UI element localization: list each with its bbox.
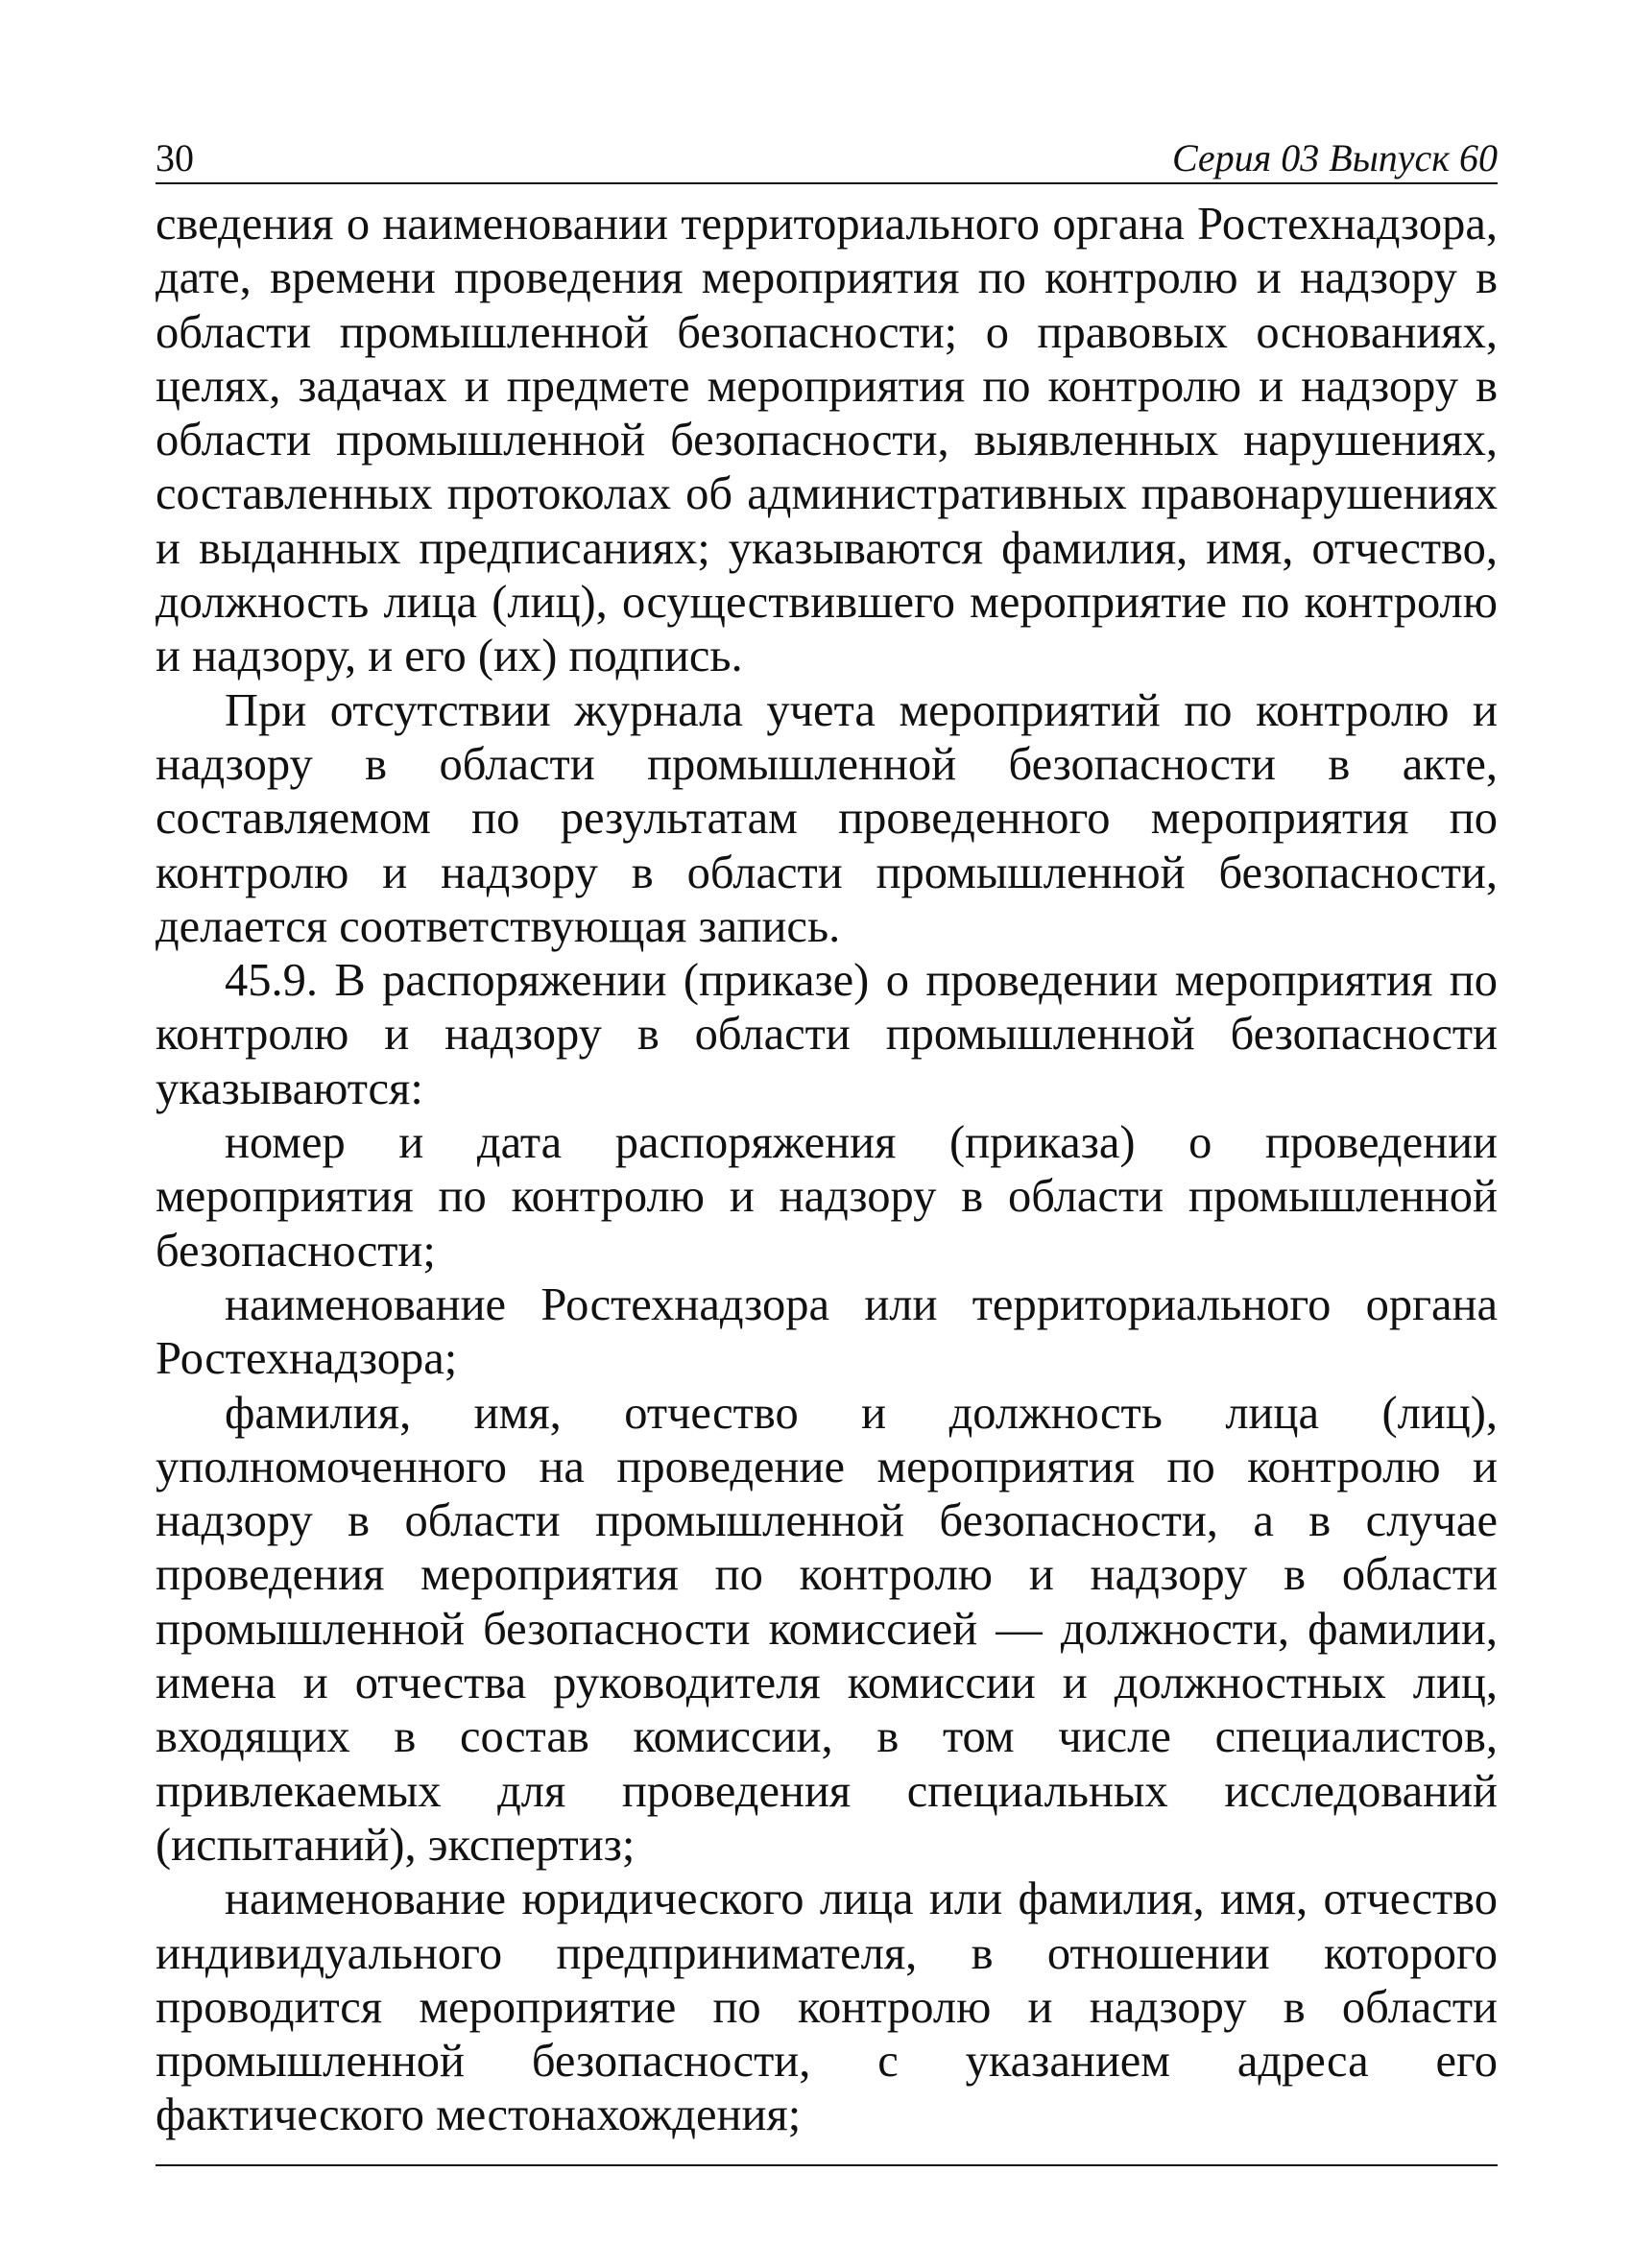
paragraph: При отсутствии журнала учета мероприятий по контролю и надзору в области промышленной безопасности в акте, составляемом по результатам проведенного мероприятия по контролю и надзору в области промышленной безопасности, делается соответствующая запись. — [156, 684, 1498, 952]
page-number: 30 — [156, 136, 194, 179]
paragraph-clause-45-9: 45.9. В распоряжении (приказе) о проведении мероприятия по контролю и надзору в области промышленной безопасности указываются: — [156, 955, 1498, 1114]
list-item: наименование Ростехнадзора или территориального органа Ростехнадзора; — [156, 1278, 1498, 1385]
list-item: наименование юридического лица или фамилия, имя, отчество индивидуального предпринимателя, в отношении которого проводится мероприятие по контролю и надзору в области промышленной безопасности, с указанием адреса его фактического местонахождения; — [156, 1874, 1498, 2141]
paragraph-continued: сведения о наименовании территориального органа Ростехнадзора, дате, времени проведения мероприятия по контролю и надзору в области промышленной безопасности; о правовых основаниях, целях, задачах и предмете мероприятия по контролю и надзору в области промышленной безопасности, выявленных нарушениях, составленных протоколах об административных правонарушениях и выданных предписаниях; указываются фамилия, имя, отчество, должность лица (лиц), осуществившего мероприятие по контролю и надзору, и его (их) подпись. — [156, 199, 1498, 682]
footer-rule — [156, 2164, 1498, 2166]
document-page — [156, 132, 1498, 2166]
body-text — [156, 198, 1498, 2143]
page-header — [156, 132, 1498, 184]
list-item: фамилия, имя, отчество и должность лица (лиц), уполномоченного на проведение мероприятия по контролю и надзору в области промышленной безопасности, а в случае проведения мероприятия по контролю и надзору в области промышленной безопасности комиссией — должности, фамилии, имена и отчества руководителя комиссии и должностных лиц, входящих в состав комиссии, в том числе специалистов, привлекаемых для проведения специальных исследований (испытаний), экспертиз; — [156, 1387, 1498, 1871]
running-title: Серия 03 Выпуск 60 — [1171, 136, 1498, 179]
list-item: номер и дата распоряжения (приказа) о проведении мероприятия по контролю и надзору в области промышленной безопасности; — [156, 1117, 1498, 1277]
